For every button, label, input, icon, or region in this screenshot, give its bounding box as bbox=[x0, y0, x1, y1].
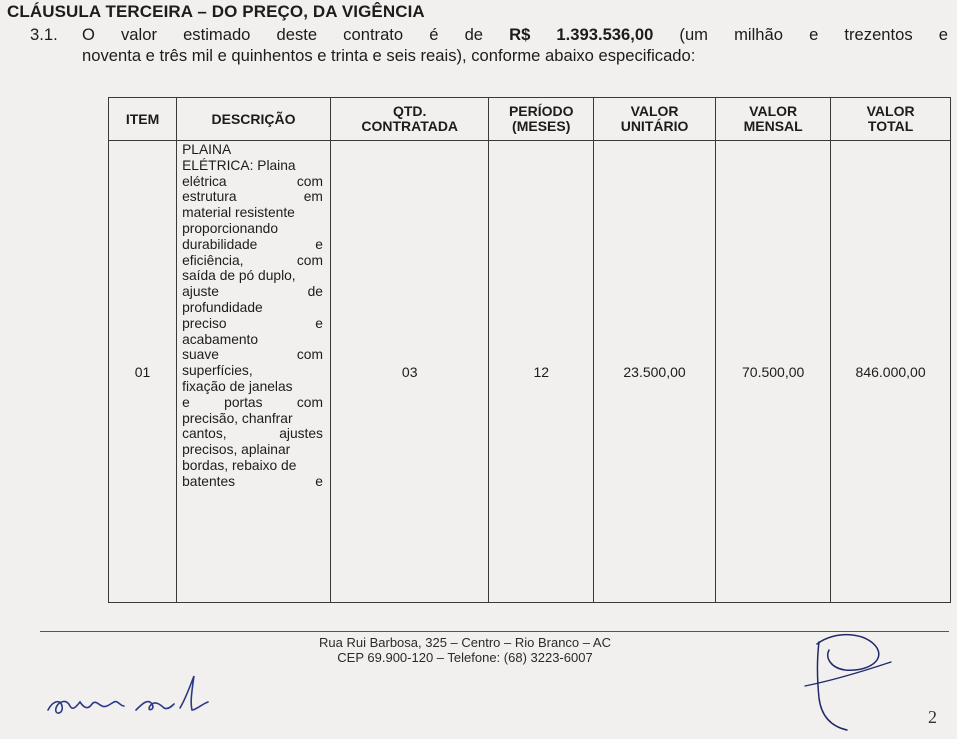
desc-line: cantos, ajustes bbox=[182, 426, 323, 442]
desc-line: durabilidade e bbox=[182, 236, 323, 252]
desc-line: suave com bbox=[182, 347, 323, 363]
paragraph-body bbox=[82, 24, 948, 66]
price-table bbox=[108, 97, 951, 603]
paragraph-line-2: noventa e três mil e quinhentos e trinta e seis reais), conforme abaixo especificado: bbox=[82, 46, 696, 65]
desc-line: material resistente bbox=[182, 205, 295, 221]
desc-line: batentes e bbox=[182, 473, 323, 489]
header-descricao: DESCRIÇÃO bbox=[177, 98, 331, 141]
address-line-1: Rua Rui Barbosa, 325 – Centro – Rio Branco – AC bbox=[319, 635, 611, 650]
desc-line: acabamento bbox=[182, 331, 259, 347]
header-periodo: PERÍODO (MESES) bbox=[489, 98, 594, 141]
paragraph-line-1 bbox=[82, 24, 948, 45]
address-line-2: CEP 69.900-120 – Telefone: (68) 3223-6007 bbox=[337, 650, 593, 665]
page-number: 2 bbox=[928, 707, 937, 727]
desc-line: bordas, rebaixo de bbox=[182, 457, 297, 473]
desc-line: precisão, chanfrar bbox=[182, 410, 293, 426]
header-valor-total: VALOR TOTAL bbox=[831, 98, 951, 141]
clause-title: CLÁUSULA TERCEIRA – DO PREÇO, DA VIGÊNCIA bbox=[7, 2, 425, 21]
desc-line: estrutura em bbox=[182, 189, 323, 205]
desc-line: eficiência, com bbox=[182, 252, 323, 268]
cell-item: 01 bbox=[109, 141, 177, 603]
desc-line: elétrica com bbox=[182, 173, 323, 189]
desc-line: profundidade bbox=[182, 299, 263, 315]
header-valor-unitario: VALOR UNITÁRIO bbox=[593, 98, 715, 141]
paragraph-text-start: O valor estimado deste contrato é de bbox=[82, 25, 510, 44]
handwritten-signature-left bbox=[40, 668, 270, 728]
header-qtd: QTD. CONTRATADA bbox=[330, 98, 489, 141]
desc-line: preciso e bbox=[182, 315, 323, 331]
desc-line: proporcionando bbox=[182, 220, 278, 236]
table-row bbox=[109, 141, 951, 603]
paragraph-text-end: (um milhão e trezentos e bbox=[653, 25, 948, 44]
header-valor-mensal: VALOR MENSAL bbox=[716, 98, 831, 141]
desc-line: superfícies, bbox=[182, 363, 253, 379]
cell-valor-unitario: 23.500,00 bbox=[593, 141, 715, 603]
cell-qtd: 03 bbox=[330, 141, 489, 603]
cell-periodo: 12 bbox=[489, 141, 594, 603]
handwritten-signature-right bbox=[795, 628, 905, 736]
paragraph-number: 3.1. bbox=[30, 25, 58, 44]
desc-line: saída de pó duplo, bbox=[182, 268, 296, 284]
desc-line: ELÉTRICA: Plaina bbox=[182, 157, 296, 173]
cell-valor-total: 846.000,00 bbox=[831, 141, 951, 603]
header-item: ITEM bbox=[109, 98, 177, 141]
desc-line: ajuste de bbox=[182, 284, 323, 300]
desc-line: e portas com bbox=[182, 394, 323, 410]
contract-amount: R$ 1.393.536,00 bbox=[509, 25, 654, 44]
clause-paragraph bbox=[30, 24, 948, 66]
footer-address bbox=[270, 635, 660, 665]
cell-valor-mensal: 70.500,00 bbox=[716, 141, 831, 603]
desc-line: precisos, aplainar bbox=[182, 442, 291, 458]
cell-descricao bbox=[177, 141, 331, 603]
desc-line: PLAINA bbox=[182, 142, 232, 157]
table-header-row bbox=[109, 98, 951, 141]
desc-line: fixação de janelas bbox=[182, 378, 293, 394]
